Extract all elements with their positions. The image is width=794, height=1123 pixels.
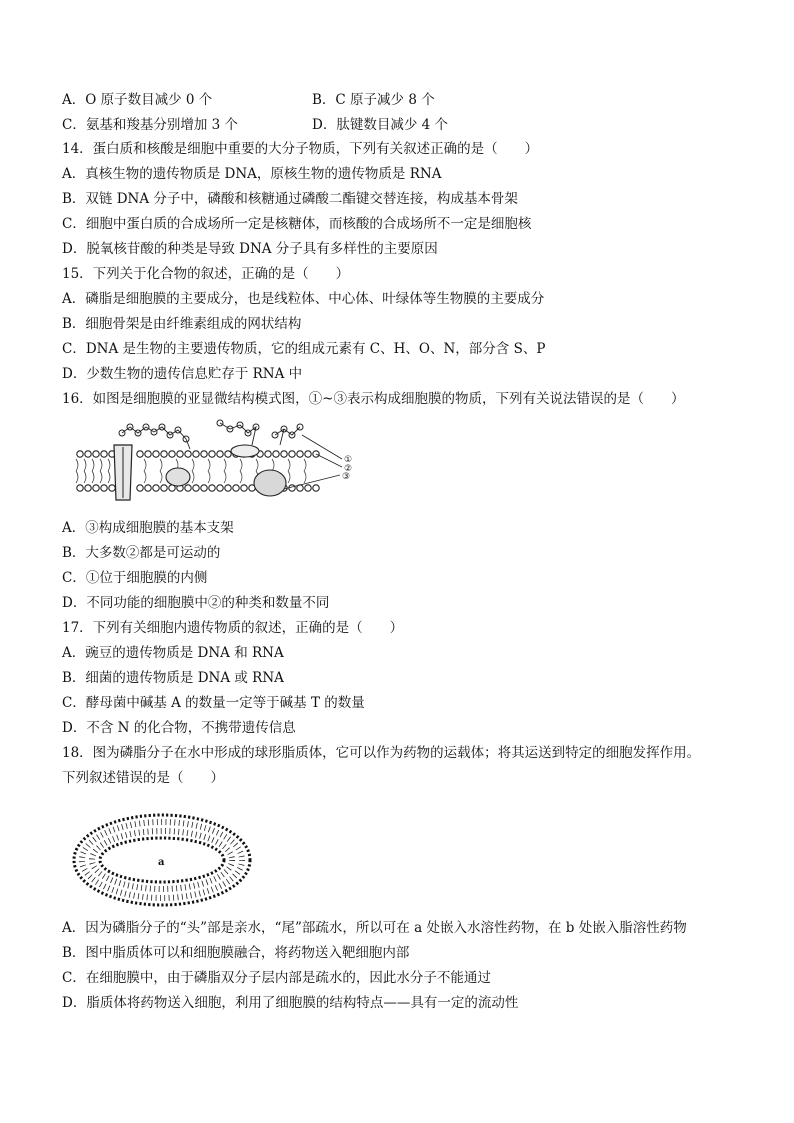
q15-option-b: B．细胞骨架是由纤维素组成的网状结构 bbox=[62, 316, 302, 332]
q17-option-c: C．酵母菌中碱基 A 的数量一定等于碱基 T 的数量 bbox=[62, 695, 365, 711]
q14-stem: 14．蛋白质和核酸是细胞中重要的大分子物质，下列有关叙述正确的是（ ） bbox=[62, 141, 539, 157]
q18-option-d: D．脂质体将药物送入细胞，利用了细胞膜的结构特点——具有一定的流动性 bbox=[62, 995, 519, 1011]
q17-option-a: A．豌豆的遗传物质是 DNA 和 RNA bbox=[62, 645, 284, 661]
q18-option-b: B．图中脂质体可以和细胞膜融合，将药物送入靶细胞内部 bbox=[62, 945, 410, 961]
q17-option-d: D．不含 N 的化合物，不携带遗传信息 bbox=[62, 720, 296, 736]
q14-option-c: C．细胞中蛋白质的合成场所一定是核糖体，而核酸的合成场所不一定是细胞核 bbox=[62, 216, 532, 232]
q13-option-c: C．氨基和羧基分别增加 3 个 bbox=[62, 117, 239, 133]
q14-option-d: D．脱氧核苷酸的种类是导致 DNA 分子具有多样性的主要原因 bbox=[62, 241, 438, 257]
q18-option-a: A．因为磷脂分子的“头”部是亲水，“尾”部疏水，所以可在 a 处嵌入水溶性药物，在 b 处嵌入脂溶性药物 bbox=[62, 920, 687, 936]
q18-stem-line2: 下列叙述错误的是（ ） bbox=[62, 770, 224, 786]
q15-option-c: C．DNA 是生物的主要遗传物质，它的组成元素有 C、H、O、N，部分含 S、P bbox=[62, 341, 546, 357]
q13-option-b: B．C 原子减少 8 个 bbox=[312, 92, 435, 108]
q16-option-c: C．①位于细胞膜的内侧 bbox=[62, 570, 208, 586]
q16-option-a: A．③构成细胞膜的基本支架 bbox=[62, 520, 234, 536]
q14-option-b: B．双链 DNA 分子中，磷酸和核糖通过磷酸二酯键交替连接，构成基本骨架 bbox=[62, 191, 518, 207]
q13-option-a: A．O 原子数目减少 0 个 bbox=[62, 92, 213, 108]
q17-stem: 17．下列有关细胞内遗传物质的叙述，正确的是（ ） bbox=[62, 620, 404, 636]
q18-stem-line1: 18．图为磷脂分子在水中形成的球形脂质体，它可以作为药物的运载体；将其运送到特定的细胞发挥作用。 bbox=[62, 745, 701, 761]
q15-stem: 15．下列关于化合物的叙述，正确的是（ ） bbox=[62, 266, 350, 282]
q17-option-b: B．细菌的遗传物质是 DNA 或 RNA bbox=[62, 670, 284, 686]
label-2: ② bbox=[344, 464, 353, 474]
q13-option-d: D．肽键数目减少 4 个 bbox=[312, 117, 448, 133]
label-1: ① bbox=[344, 455, 353, 465]
q16-option-d: D．不同功能的细胞膜中②的种类和数量不同 bbox=[62, 595, 330, 611]
label-3: ③ bbox=[342, 472, 351, 482]
q14-option-a: A．真核生物的遗传物质是 DNA，原核生物的遗传物质是 RNA bbox=[62, 166, 442, 182]
cell-membrane-diagram bbox=[70, 415, 370, 510]
q15-option-a: A．磷脂是细胞膜的主要成分，也是线粒体、中心体、叶绿体等生物膜的主要成分 bbox=[62, 291, 545, 307]
q16-option-b: B．大多数②都是可运动的 bbox=[62, 545, 221, 561]
q15-option-d: D．少数生物的遗传信息贮存于 RNA 中 bbox=[62, 366, 303, 382]
q16-stem: 16．如图是细胞膜的亚显微结构模式图，①~③表示构成细胞膜的物质，下列有关说法错误的是（ ） bbox=[62, 391, 685, 407]
liposome-diagram bbox=[70, 810, 255, 910]
label-a: a bbox=[158, 857, 165, 868]
q18-option-c: C．在细胞膜中，由于磷脂双分子层内部是疏水的，因此水分子不能通过 bbox=[62, 970, 491, 986]
